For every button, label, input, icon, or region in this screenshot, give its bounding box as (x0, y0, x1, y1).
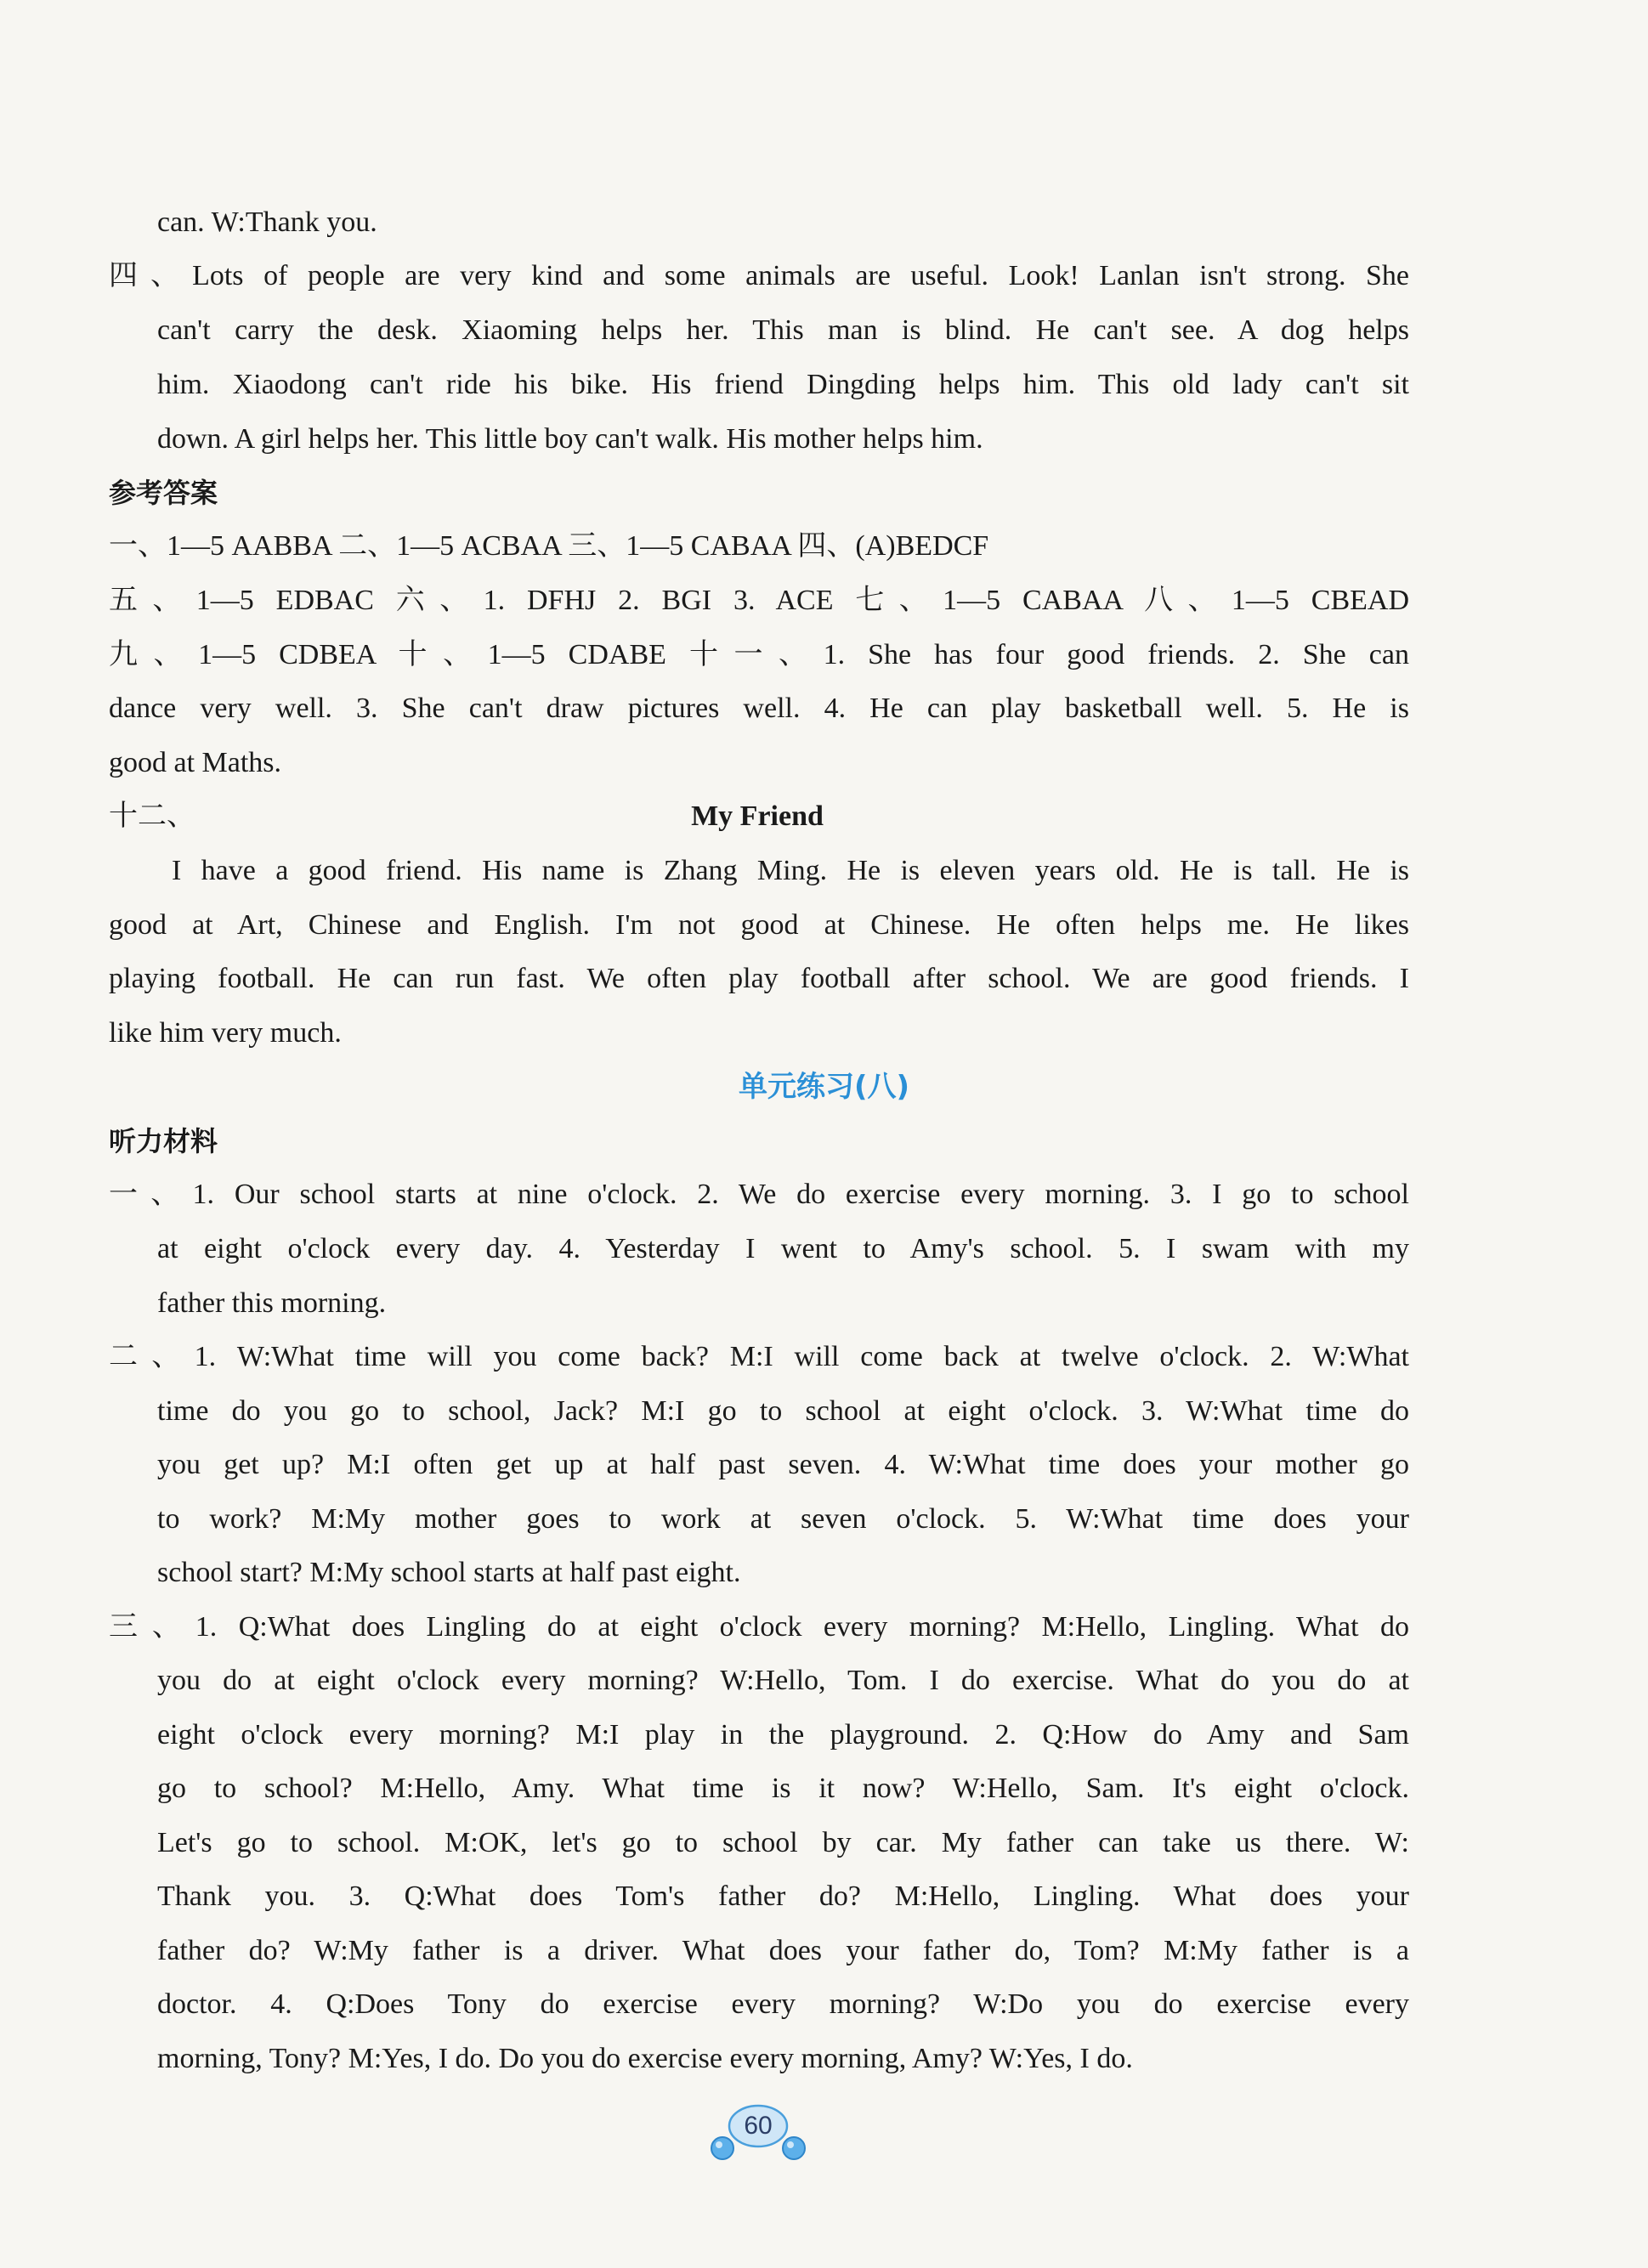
text-line: 二、1. W:What time will you come back? M:I will come back at twelve o'clock. 2. W:What (109, 1341, 1409, 1372)
text-line: eight o'clock every morning? M:I play in the playground. 2. Q:How do Amy and Sam (157, 1719, 1409, 1750)
text-line: doctor. 4. Q:Does Tony do exercise every morning? W:Do you do exercise every (157, 1988, 1409, 2020)
text-line: you get up? M:I often get up at half past seven. 4. W:What time does your mother go (157, 1449, 1409, 1480)
essay-line: I have a good friend. His name is Zhang Ming. He is eleven years old. He is tall. He is (172, 855, 1409, 886)
essay-title: My Friend (691, 800, 824, 832)
text-line: father this morning. (157, 1287, 387, 1319)
essay-line: like him very much. (109, 1017, 342, 1049)
text-line: down. A girl helps her. This little boy can't walk. His mother helps him. (157, 423, 983, 455)
text-line: can't carry the desk. Xiaoming helps her. This man is blind. He can't see. A dog helps (157, 314, 1409, 346)
answers-heading: 参考答案 (109, 477, 218, 509)
unit-title: 单元练习(八) (738, 1070, 910, 1104)
listening-heading: 听力材料 (109, 1125, 218, 1157)
text-line: go to school? M:Hello, Amy. What time is it now? W:Hello, Sam. It's eight o'clock. (157, 1773, 1409, 1804)
text-line: 三、1. Q:What does Lingling do at eight o'clock every morning? M:Hello, Lingling. What do (109, 1611, 1409, 1643)
text-line: you do at eight o'clock every morning? W:Hello, Tom. I do exercise. What do you do at (157, 1665, 1409, 1696)
text-line: 一、1. Our school starts at nine o'clock. 2. We do exercise every morning. 3. I go to school (109, 1179, 1409, 1210)
text-line: 四、Lots of people are very kind and some animals are useful. Look! Lanlan isn't strong. She (109, 260, 1409, 291)
answer-line: 五、1—5 EDBAC 六、1. DFHJ 2. BGI 3. ACE 七、1—5 CABAA 八、1—5 CBEAD (109, 585, 1409, 616)
text-line: at eight o'clock every day. 4. Yesterday I went to Amy's school. 5. I swam with my (157, 1233, 1409, 1264)
text-line: school start? M:My school starts at half past eight. (157, 1557, 741, 1588)
essay-line: playing football. He can run fast. We often play football after school. We are good friends. I (109, 963, 1409, 994)
answer-line: dance very well. 3. She can't draw pictures well. 4. He can play basketball well. 5. He is (109, 693, 1409, 724)
text-line: morning, Tony? M:Yes, I do. Do you do exercise every morning, Amy? W:Yes, I do. (157, 2043, 1133, 2074)
text-line: Thank you. 3. Q:What does Tom's father do? M:Hello, Lingling. What does your (157, 1881, 1409, 1912)
text-line: can. W:Thank you. (157, 206, 377, 238)
page-number-badge (707, 2101, 809, 2163)
text-line: time do you go to school, Jack? M:I go to school at eight o'clock. 3. W:What time do (157, 1395, 1409, 1427)
essay-number: 十二、 (109, 800, 195, 832)
text-line: Let's go to school. M:OK, let's go to school by car. My father can take us there. W: (157, 1827, 1409, 1858)
essay-line: good at Art, Chinese and English. I'm not good at Chinese. He often helps me. He likes (109, 909, 1409, 941)
answer-line: 一、1—5 AABBA 二、1—5 ACBAA 三、1—5 CABAA 四、(A)BEDCF (109, 530, 989, 562)
answer-line: 九、1—5 CDBEA 十、1—5 CDABE 十一、1. She has four good friends. 2. She can (109, 639, 1409, 670)
page-number: 60 (744, 2112, 773, 2140)
text-line: him. Xiaodong can't ride his bike. His friend Dingding helps him. This old lady can't sit (157, 369, 1409, 400)
answer-line: good at Maths. (109, 747, 282, 778)
text-line: father do? W:My father is a driver. What does your father do, Tom? M:My father is a (157, 1935, 1409, 1966)
text-line: to work? M:My mother goes to work at seven o'clock. 5. W:What time does your (157, 1503, 1409, 1535)
